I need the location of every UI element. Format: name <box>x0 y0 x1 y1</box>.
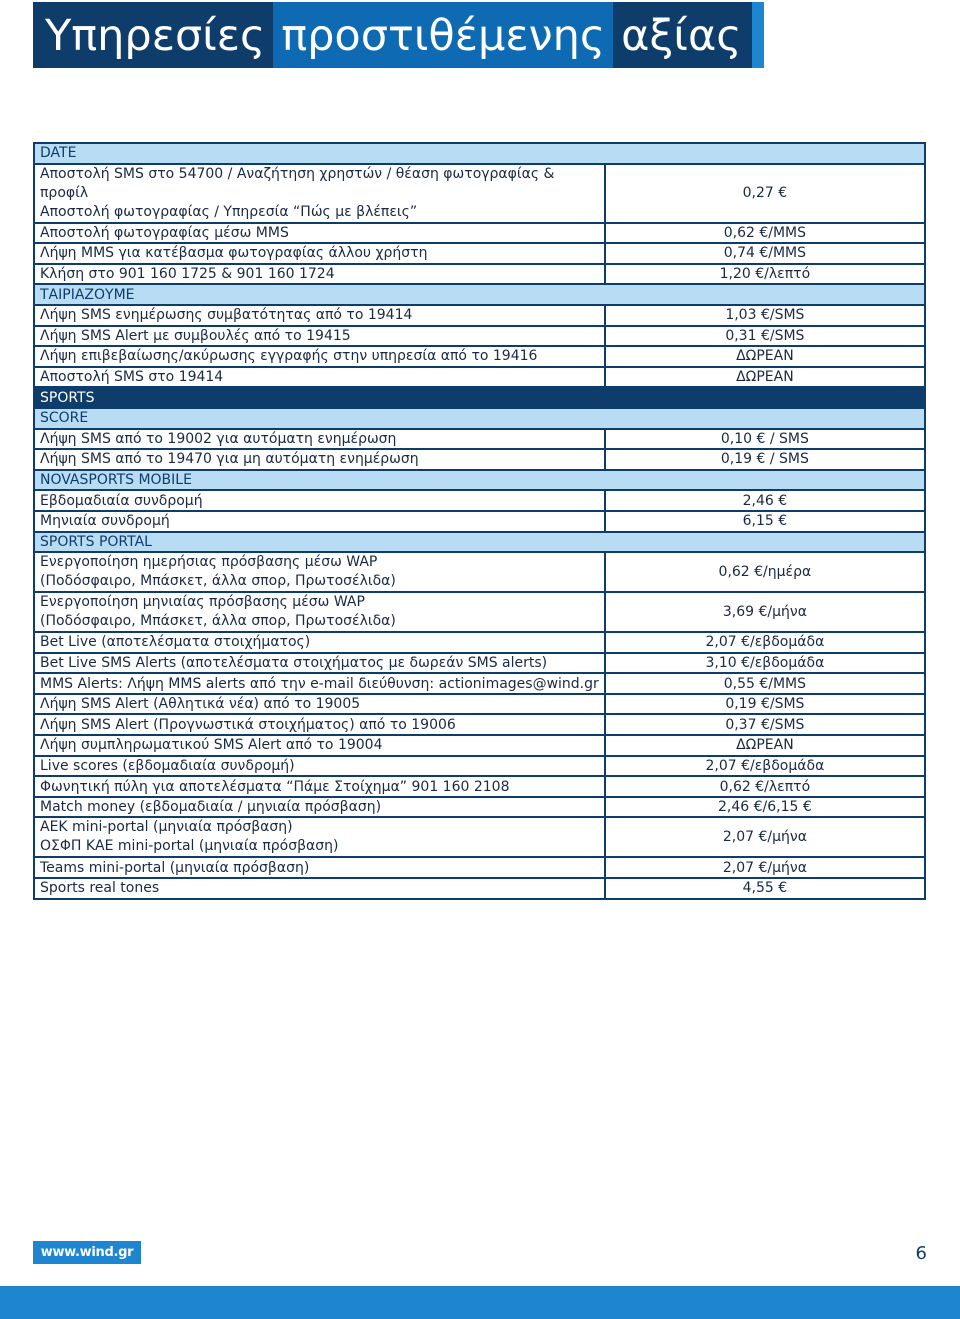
bottom-bar <box>0 1286 960 1319</box>
table-row <box>34 776 925 797</box>
table-row <box>34 797 925 818</box>
table-row <box>34 673 925 694</box>
service-description: Λήψη SMS Alert (Αθλητικά νέα) από το 19005 <box>34 694 605 715</box>
table-row <box>34 346 925 367</box>
section-header-row <box>34 387 925 408</box>
service-price: 0,31 €/SMS <box>605 326 925 347</box>
table-row <box>34 714 925 735</box>
title-accent-bar <box>752 2 764 68</box>
service-price: 3,69 €/μήνα <box>605 592 925 632</box>
table-row <box>34 694 925 715</box>
table-row <box>34 857 925 878</box>
service-description: Λήψη SMS Alert με συμβουλές από το 19415 <box>34 326 605 347</box>
service-description: Αποστολή SMS στο 19414 <box>34 367 605 388</box>
service-price: 0,62 €/ημέρα <box>605 552 925 592</box>
service-description: Match money (εβδομαδιαία / μηνιαία πρόσβαση) <box>34 797 605 818</box>
service-description: Live scores (εβδομαδιαία συνδρομή) <box>34 756 605 777</box>
service-price: 2,07 €/μήνα <box>605 817 925 857</box>
service-description: Μηνιαία συνδρομή <box>34 511 605 532</box>
section-header-row <box>34 532 925 553</box>
table-row <box>34 817 925 857</box>
service-price: ΔΩΡΕΑΝ <box>605 367 925 388</box>
service-description-line-2: ΟΣΦΠ ΚΑΕ mini-portal (μηνιαία πρόσβαση) <box>40 838 339 855</box>
service-description-line-2: Αποστολή φωτογραφίας / Υπηρεσία “Πώς με βλέπεις” <box>40 203 418 220</box>
page-title-band <box>33 2 764 68</box>
service-description: Φωνητική πύλη για αποτελέσματα “Πάμε Στοίχημα” 901 160 2108 <box>34 776 605 797</box>
service-price: 0,62 €/λεπτό <box>605 776 925 797</box>
table-row <box>34 367 925 388</box>
service-description: Sports real tones <box>34 878 605 899</box>
section-header: SPORTS PORTAL <box>34 532 925 553</box>
price-table-body <box>34 143 925 899</box>
service-description: Λήψη SMS από το 19470 για μη αυτόματη ενημέρωση <box>34 449 605 470</box>
table-row <box>34 632 925 653</box>
title-part-2: προστιθέμενης <box>273 2 613 68</box>
service-price: 2,46 € <box>605 490 925 511</box>
service-price: 2,07 €/εβδομάδα <box>605 756 925 777</box>
service-price: 0,55 €/MMS <box>605 673 925 694</box>
section-header: DATE <box>34 143 925 164</box>
section-header: SCORE <box>34 408 925 429</box>
service-price: ΔΩΡΕΑΝ <box>605 346 925 367</box>
service-price: 1,20 €/λεπτό <box>605 264 925 285</box>
service-description: Λήψη επιβεβαίωσης/ακύρωσης εγγραφής στην υπηρεσία από το 19416 <box>34 346 605 367</box>
table-row <box>34 490 925 511</box>
table-row <box>34 164 925 223</box>
service-price: 1,03 €/SMS <box>605 305 925 326</box>
table-row <box>34 449 925 470</box>
table-row <box>34 511 925 532</box>
service-description <box>34 164 605 223</box>
service-description-line-1: Ενεργοποίηση μηνιαίας πρόσβασης μέσω WAP <box>40 594 365 611</box>
service-price: 4,55 € <box>605 878 925 899</box>
service-description <box>34 592 605 632</box>
service-price: 0,62 €/MMS <box>605 223 925 244</box>
service-description-line-1: ΑΕΚ mini-portal (μηνιαία πρόσβαση) <box>40 819 293 836</box>
service-description: Λήψη SMS Alert (Προγνωστικά στοιχήματος) από το 19006 <box>34 714 605 735</box>
service-description-line-2: (Ποδόσφαιρο, Μπάσκετ, άλλα σπορ, Πρωτοσέλιδα) <box>40 613 396 630</box>
table-row <box>34 264 925 285</box>
title-part-3: αξίας <box>613 2 751 68</box>
service-description <box>34 817 605 857</box>
section-header-row <box>34 408 925 429</box>
section-header: SPORTS <box>34 387 925 408</box>
table-row <box>34 756 925 777</box>
service-price: 0,19 €/SMS <box>605 694 925 715</box>
service-price: 3,10 €/εβδομάδα <box>605 653 925 674</box>
table-row <box>34 326 925 347</box>
service-price: 0,37 €/SMS <box>605 714 925 735</box>
section-header-row <box>34 284 925 305</box>
table-row <box>34 243 925 264</box>
table-row <box>34 223 925 244</box>
service-description <box>34 552 605 592</box>
section-header: ΤΑΙΡΙΑΖΟΥΜΕ <box>34 284 925 305</box>
title-part-1: Υπηρεσίες <box>33 2 273 68</box>
service-description: Κλήση στο 901 160 1725 & 901 160 1724 <box>34 264 605 285</box>
service-description: Λήψη SMS ενημέρωσης συμβατότητας από το 19414 <box>34 305 605 326</box>
table-row <box>34 429 925 450</box>
service-description-line-1: Ενεργοποίηση ημερήσιας πρόσβασης μέσω WAP <box>40 554 378 571</box>
service-price: 0,19 € / SMS <box>605 449 925 470</box>
page-number: 6 <box>915 1243 927 1264</box>
service-price: 0,74 €/MMS <box>605 243 925 264</box>
table-row <box>34 305 925 326</box>
section-header-row <box>34 143 925 164</box>
service-description-line-1: Αποστολή SMS στο 54700 / Αναζήτηση χρηστών / θέαση φωτογραφίας & προφίλ <box>40 165 555 201</box>
table-row <box>34 735 925 756</box>
section-header-row <box>34 470 925 491</box>
service-price: 0,27 € <box>605 164 925 223</box>
service-price: 2,46 €/6,15 € <box>605 797 925 818</box>
table-row <box>34 653 925 674</box>
service-description: Αποστολή φωτογραφίας μέσω MMS <box>34 223 605 244</box>
table-row <box>34 592 925 632</box>
service-description: Bet Live (αποτελέσματα στοιχήματος) <box>34 632 605 653</box>
service-description-line-2: (Ποδόσφαιρο, Μπάσκετ, άλλα σπορ, Πρωτοσέλιδα) <box>40 573 396 590</box>
service-description: Λήψη SMS από το 19002 για αυτόματη ενημέρωση <box>34 429 605 450</box>
service-description: MMS Alerts: Λήψη MMS alerts από την e-mail διεύθυνση: actionimages@wind.gr <box>34 673 605 694</box>
section-header: NOVASPORTS MOBILE <box>34 470 925 491</box>
service-description: Λήψη συμπληρωματικού SMS Alert από το 19004 <box>34 735 605 756</box>
table-row <box>34 878 925 899</box>
service-price: 2,07 €/μήνα <box>605 857 925 878</box>
website-link[interactable]: www.wind.gr <box>33 1241 141 1264</box>
service-description: Bet Live SMS Alerts (αποτελέσματα στοιχήματος με δωρεάν SMS alerts) <box>34 653 605 674</box>
table-row <box>34 552 925 592</box>
service-price: 2,07 €/εβδομάδα <box>605 632 925 653</box>
service-price: ΔΩΡΕΑΝ <box>605 735 925 756</box>
service-description: Λήψη MMS για κατέβασμα φωτογραφίας άλλου χρήστη <box>34 243 605 264</box>
service-description: Εβδομαδιαία συνδρομή <box>34 490 605 511</box>
service-description: Teams mini-portal (μηνιαία πρόσβαση) <box>34 857 605 878</box>
service-price: 6,15 € <box>605 511 925 532</box>
service-price: 0,10 € / SMS <box>605 429 925 450</box>
price-table <box>33 142 926 900</box>
